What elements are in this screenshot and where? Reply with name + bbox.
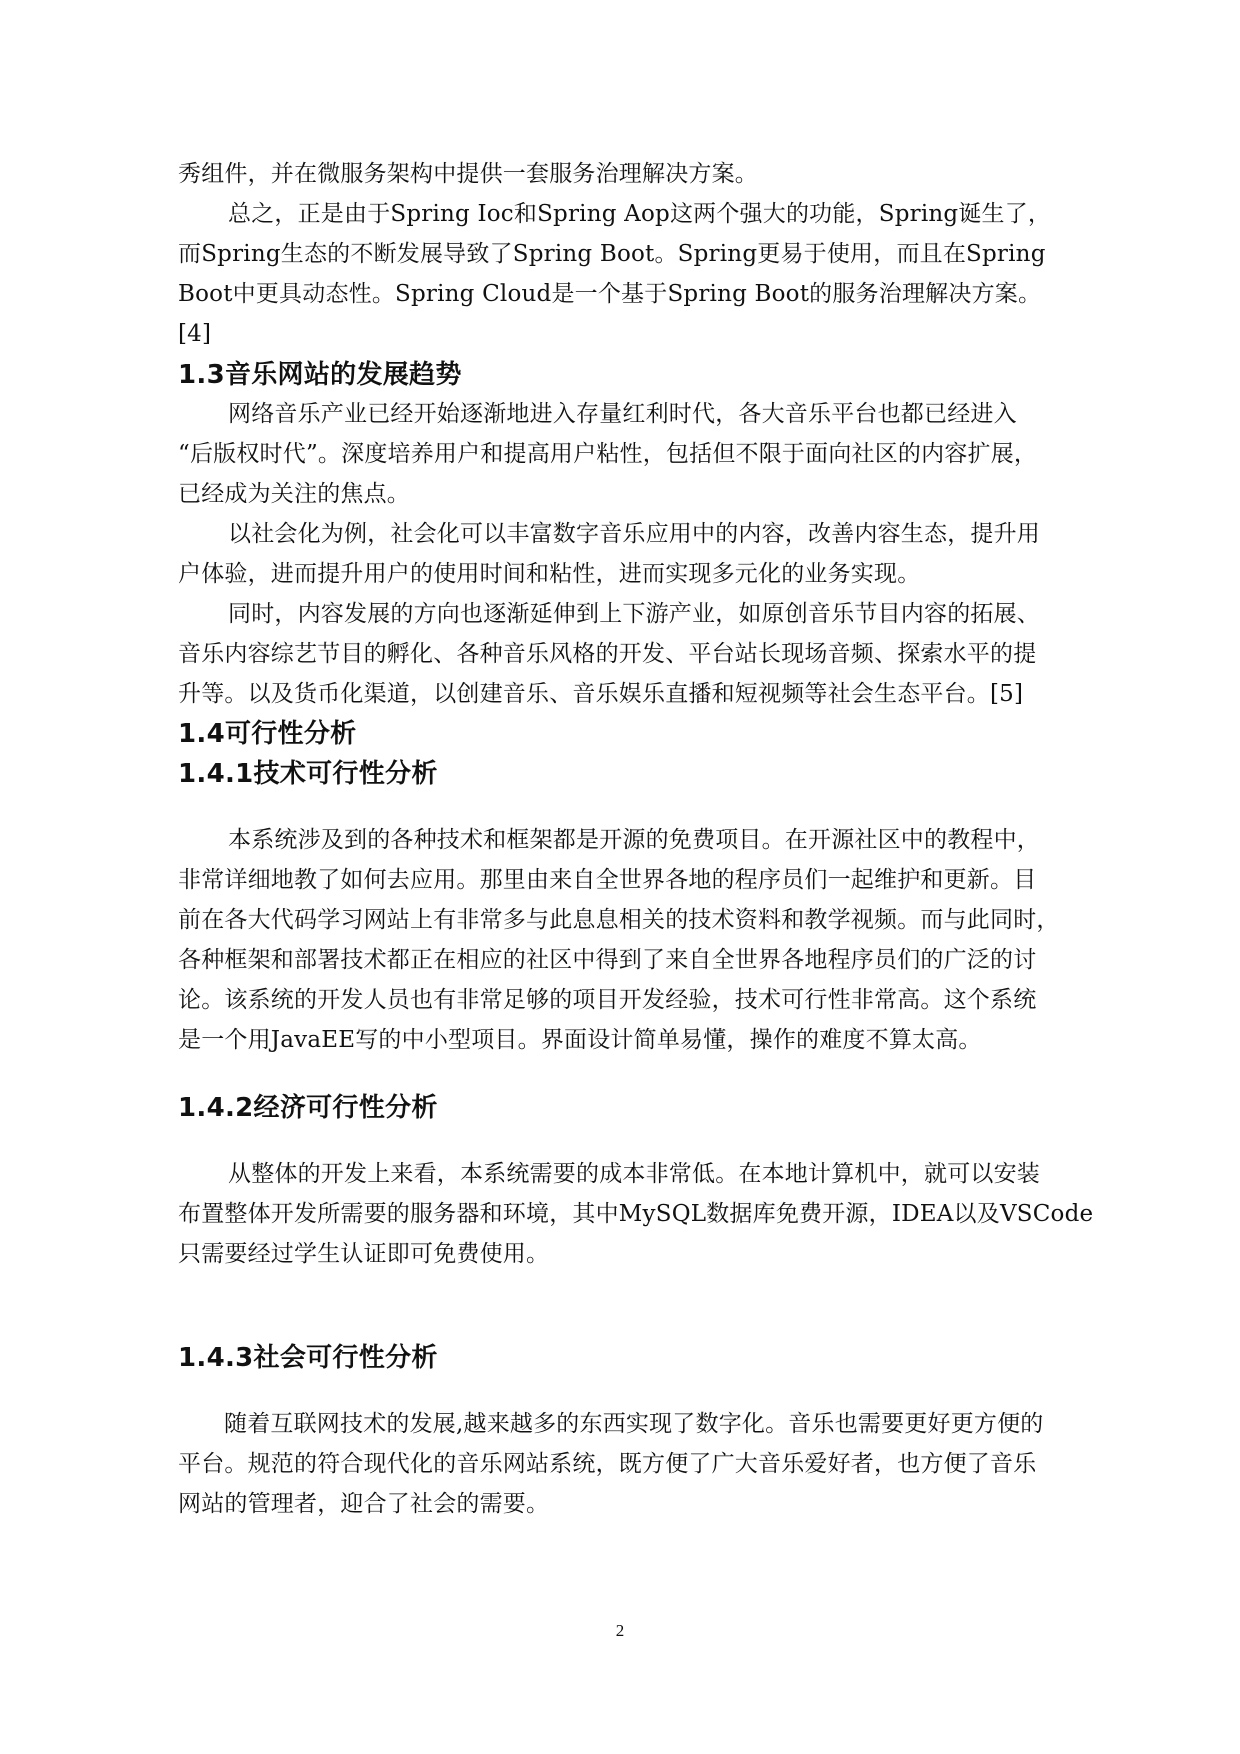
citation-line: [4] [178, 321, 212, 347]
body-line: 平台。规范的符合现代化的音乐网站系统，既方便了广大音乐爱好者，也方便了音乐 [178, 1451, 1037, 1477]
body-line: “后版权时代”。深度培养用户和提高用户粘性，包括但不限于面向社区的内容扩展， [178, 441, 1038, 467]
body-line: 前在各大代码学习网站上有非常多与此息息相关的技术资料和教学视频。而与此同时， [178, 907, 1060, 933]
body-line: 是一个用JavaEE写的中小型项目。界面设计简单易懂，操作的难度不算太高。 [178, 1027, 982, 1053]
body-line: Boot中更具动态性。Spring Cloud是一个基于Spring Boot的服务治理解决方案。 [178, 281, 1042, 307]
section-heading-1-4-3: 1.4.3社会可行性分析 [178, 1343, 438, 1373]
body-line: 以社会化为例，社会化可以丰富数字音乐应用中的内容，改善内容生态，提升用 [228, 521, 1040, 547]
section-heading-1-4-2: 1.4.2经济可行性分析 [178, 1093, 438, 1123]
body-line: 各种框架和部署技术都正在相应的社区中得到了来自全世界各地程序员们的广泛的讨 [178, 947, 1037, 973]
body-line: 本系统涉及到的各种技术和框架都是开源的免费项目。在开源社区中的教程中， [228, 827, 1040, 853]
body-line: 音乐内容综艺节目的孵化、各种音乐风格的开发、平台站长现场音频、探索水平的提 [178, 641, 1037, 667]
body-line: 只需要经过学生认证即可免费使用。 [178, 1241, 550, 1267]
body-line: 已经成为关注的焦点。 [178, 481, 410, 507]
body-line: 非常详细地教了如何去应用。那里由来自全世界各地的程序员们一起维护和更新。目 [178, 867, 1037, 893]
section-heading-1-4: 1.4可行性分析 [178, 719, 357, 749]
body-line: 总之，正是由于Spring Ioc和Spring Aop这两个强大的功能，Spring诞生了， [228, 201, 1052, 227]
body-line: 网站的管理者，迎合了社会的需要。 [178, 1491, 550, 1517]
body-line: 秀组件，并在微服务架构中提供一套服务治理解决方案。 [178, 161, 758, 187]
section-heading-1-4-1: 1.4.1技术可行性分析 [178, 759, 438, 789]
body-line: 论。该系统的开发人员也有非常足够的项目开发经验，技术可行性非常高。这个系统 [178, 987, 1037, 1013]
section-heading-1-3: 1.3音乐网站的发展趋势 [178, 360, 462, 390]
body-line: 从整体的开发上来看，本系统需要的成本非常低。在本地计算机中，就可以安装 [228, 1161, 1040, 1187]
page-number: 2 [615, 1621, 625, 1640]
body-line: 户体验，进而提升用户的使用时间和粘性，进而实现多元化的业务实现。 [178, 561, 921, 587]
body-line: 而Spring生态的不断发展导致了Spring Boot。Spring更易于使用，而且在Spring [178, 241, 1046, 267]
body-line: 升等。以及货币化渠道，以创建音乐、音乐娱乐直播和短视频等社会生态平台。[5] [178, 681, 1024, 707]
body-line: 随着互联网技术的发展,越来越多的东西实现了数字化。音乐也需要更好更方便的 [224, 1411, 1044, 1437]
body-line: 网络音乐产业已经开始逐渐地进入存量红利时代，各大音乐平台也都已经进入 [228, 401, 1017, 427]
body-line: 布置整体开发所需要的服务器和环境，其中MySQL数据库免费开源，IDEA以及VSCode [178, 1201, 1094, 1227]
body-line: 同时，内容发展的方向也逐渐延伸到上下游产业，如原创音乐节目内容的拓展、 [228, 601, 1040, 627]
